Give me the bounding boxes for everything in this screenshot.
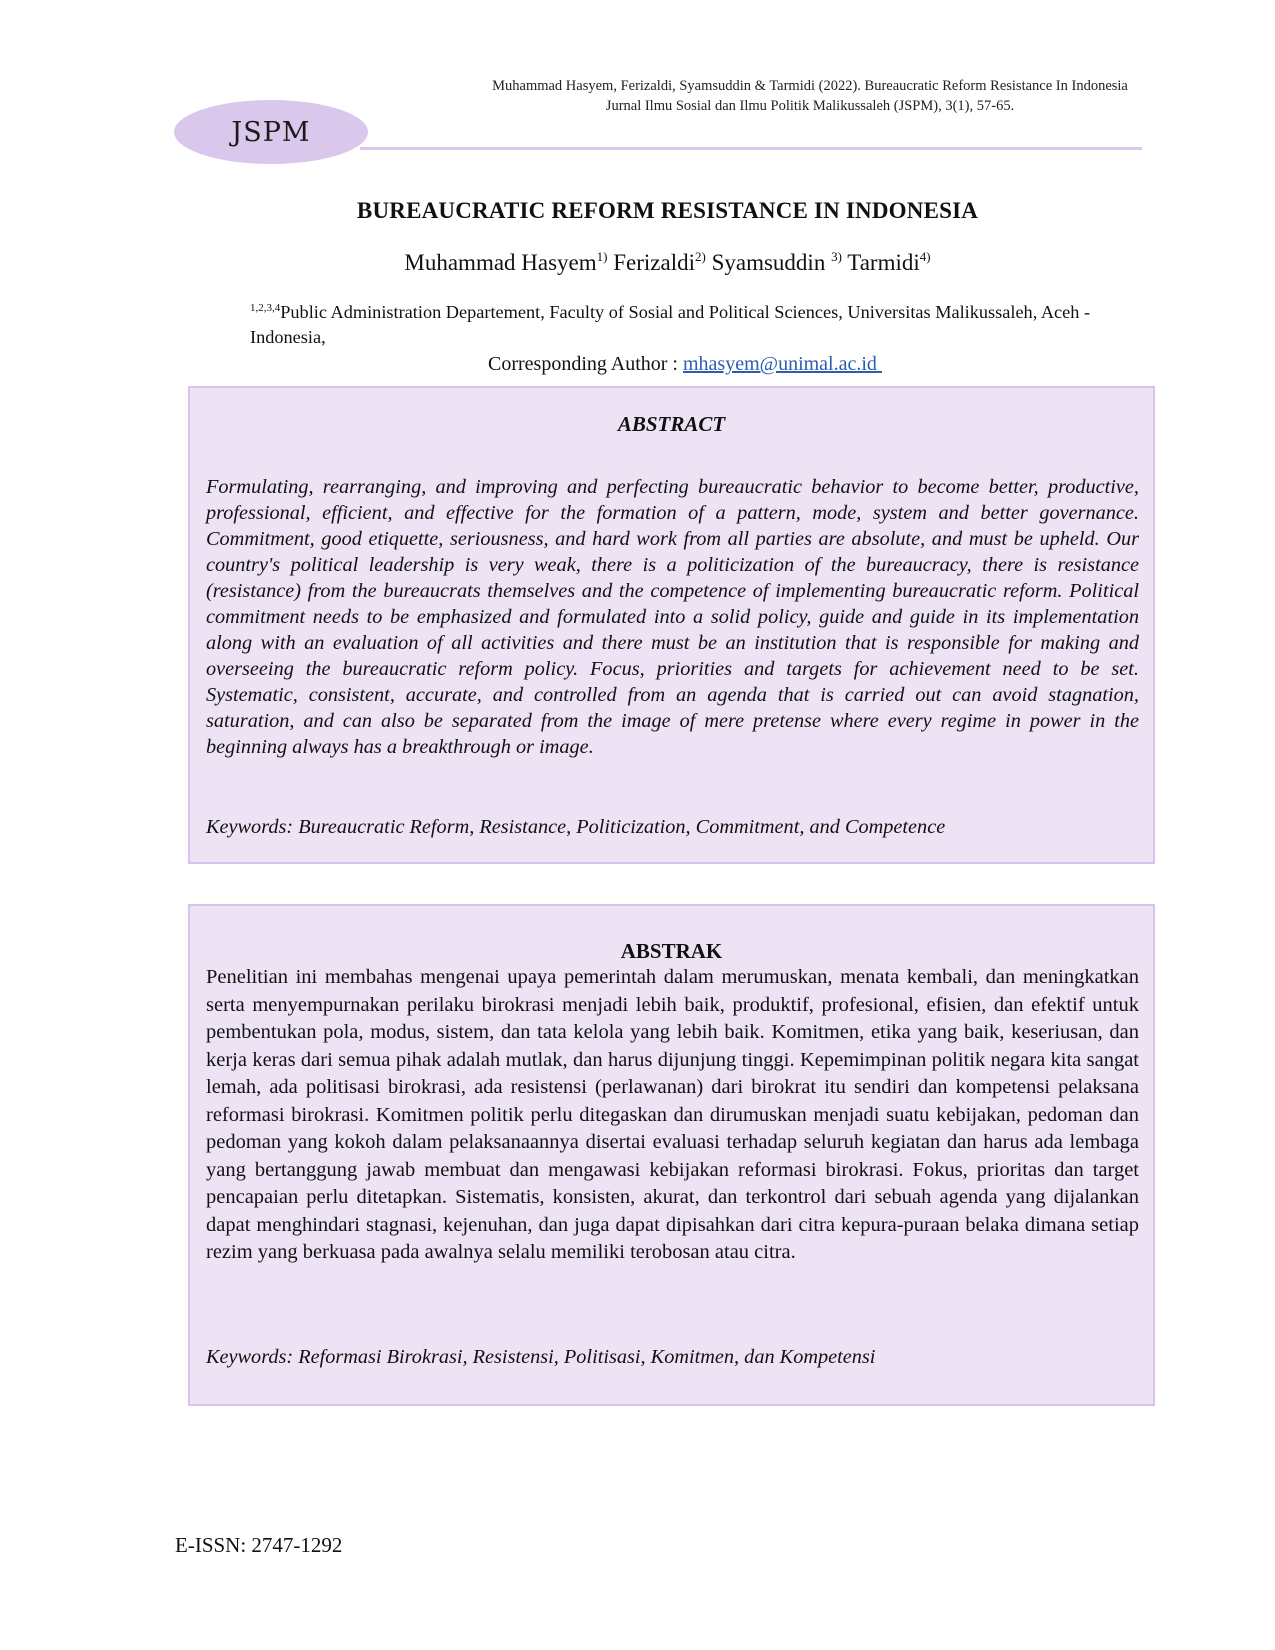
author-name: Muhammad Hasyem — [404, 250, 597, 275]
abstract-keywords: Keywords: Bureaucratic Reform, Resistance, Politicization, Commitment, and Competence — [206, 816, 946, 838]
header-divider — [360, 147, 1142, 150]
affiliation — [250, 300, 1150, 350]
author-mark: 3) — [831, 249, 842, 264]
issn-footer: E-ISSN: 2747-1292 — [175, 1533, 343, 1557]
author-name: Ferizaldi — [613, 250, 695, 275]
affiliation-mark: 1,2,3,4 — [250, 302, 281, 314]
abstrak-box — [188, 904, 1155, 1406]
abstrak-heading: ABSTRAK — [620, 939, 723, 963]
author-mark: 1) — [596, 249, 608, 264]
abstract-box — [188, 386, 1155, 864]
email-underline-trail — [877, 353, 959, 376]
author-list — [0, 250, 1275, 276]
journal-logo-text: JSPM — [231, 116, 311, 148]
author-name: Syamsuddin — [711, 250, 832, 275]
affiliation-text: Public Administration Departement, Faculty of Sosial and Political Sciences, Universitas Malikussaleh, Aceh - Indonesia, — [250, 302, 1091, 347]
abstrak-keywords: Keywords: Reformasi Birokrasi, Resistensi, Politisasi, Komitmen, dan Kompetensi — [206, 1346, 876, 1368]
abstrak-body: Penelitian ini membahas mengenai upaya pemerintah dalam merumuskan, menata kembali, dan meningkatkan serta menyempurnakan perilaku birokrasi menjadi lebih baik, produktif, profesional, efisien, dan efektif untuk pembentukan pola, modus, sistem, dan tata kelola yang lebih baik. Komitmen, etika yang baik, keseriusan, dan kerja keras dari semua pihak adalah mutlak, dan harus dijunjung tinggi. Kepemimpinan politik negara kita sangat lemah, ada politisasi birokrasi, ada resistensi (perlawanan) dari birokrat itu sendiri dan kompetensi pelaksana reformasi birokrasi. Komitmen politik perlu ditegaskan dan dirumuskan menjadi suatu kebijakan, pedoman dan pedoman yang kokoh dalam pelaksanaannya disertai evaluasi terhadap seluruh kegiatan dan harus ada lembaga yang bertanggung jawab membuat dan mengawasi kebijakan reformasi birokrasi. Fokus, prioritas dan target pencapaian perlu ditetapkan. Sistematis, konsisten, akurat, dan terkontrol dari sebuah agenda yang dijalankan dapat menghindari stagnasi, kejenuhan, dan juga dapat dipisahkan dari citra kepura-puraan belaka dimana setiap rezim yang berkuasa pada awalnya selalu memiliki terobosan atau citra. — [206, 966, 1139, 1263]
author-mark: 2) — [695, 249, 706, 264]
citation-header: Muhammad Hasyem, Ferizaldi, Syamsuddin & Tarmidi (2022). Bureaucratic Reform Resistance In Indonesia Jurnal Ilmu Sosial dan Ilmu Politik Malikussaleh (JSPM), 3(1), 57-65. — [492, 78, 1128, 114]
author-email-link[interactable]: mhasyem@unimal.ac.id — [683, 353, 877, 375]
abstract-heading: ABSTRACT — [617, 412, 726, 436]
author-mark: 4) — [919, 249, 931, 264]
author-name: Tarmidi — [847, 250, 920, 275]
corresponding-author — [488, 353, 959, 376]
abstract-body: Formulating, rearranging, and improving and perfecting bureaucratic behavior to become better, productive, professional, efficient, and effective for the formation of a pattern, mode, system and better governance. Commitment, good etiquette, seriousness, and hard work from all parties are absolute, and must be upheld. Our country's political leadership is very weak, there is a politicization of the bureaucracy, there is resistance (resistance) from the bureaucrats themselves and the competence of implementing bureaucratic reform. Political commitment needs to be emphasized and formulated into a solid policy, guide and guide in its implementation along with an evaluation of all activities and there must be an institution that is responsible for making and overseeing the bureaucratic reform policy. Focus, priorities and targets for achievement need to be set. Systematic, consistent, accurate, and controlled from an agenda that is carried out can avoid stagnation, saturation, and can also be separated from the image of mere pretense where every regime in power in the beginning always has a breakthrough or image. — [206, 476, 1139, 758]
paper-title: BUREAUCRATIC REFORM RESISTANCE IN INDONESIA — [356, 198, 979, 223]
corresponding-label: Corresponding Author : — [488, 353, 683, 375]
